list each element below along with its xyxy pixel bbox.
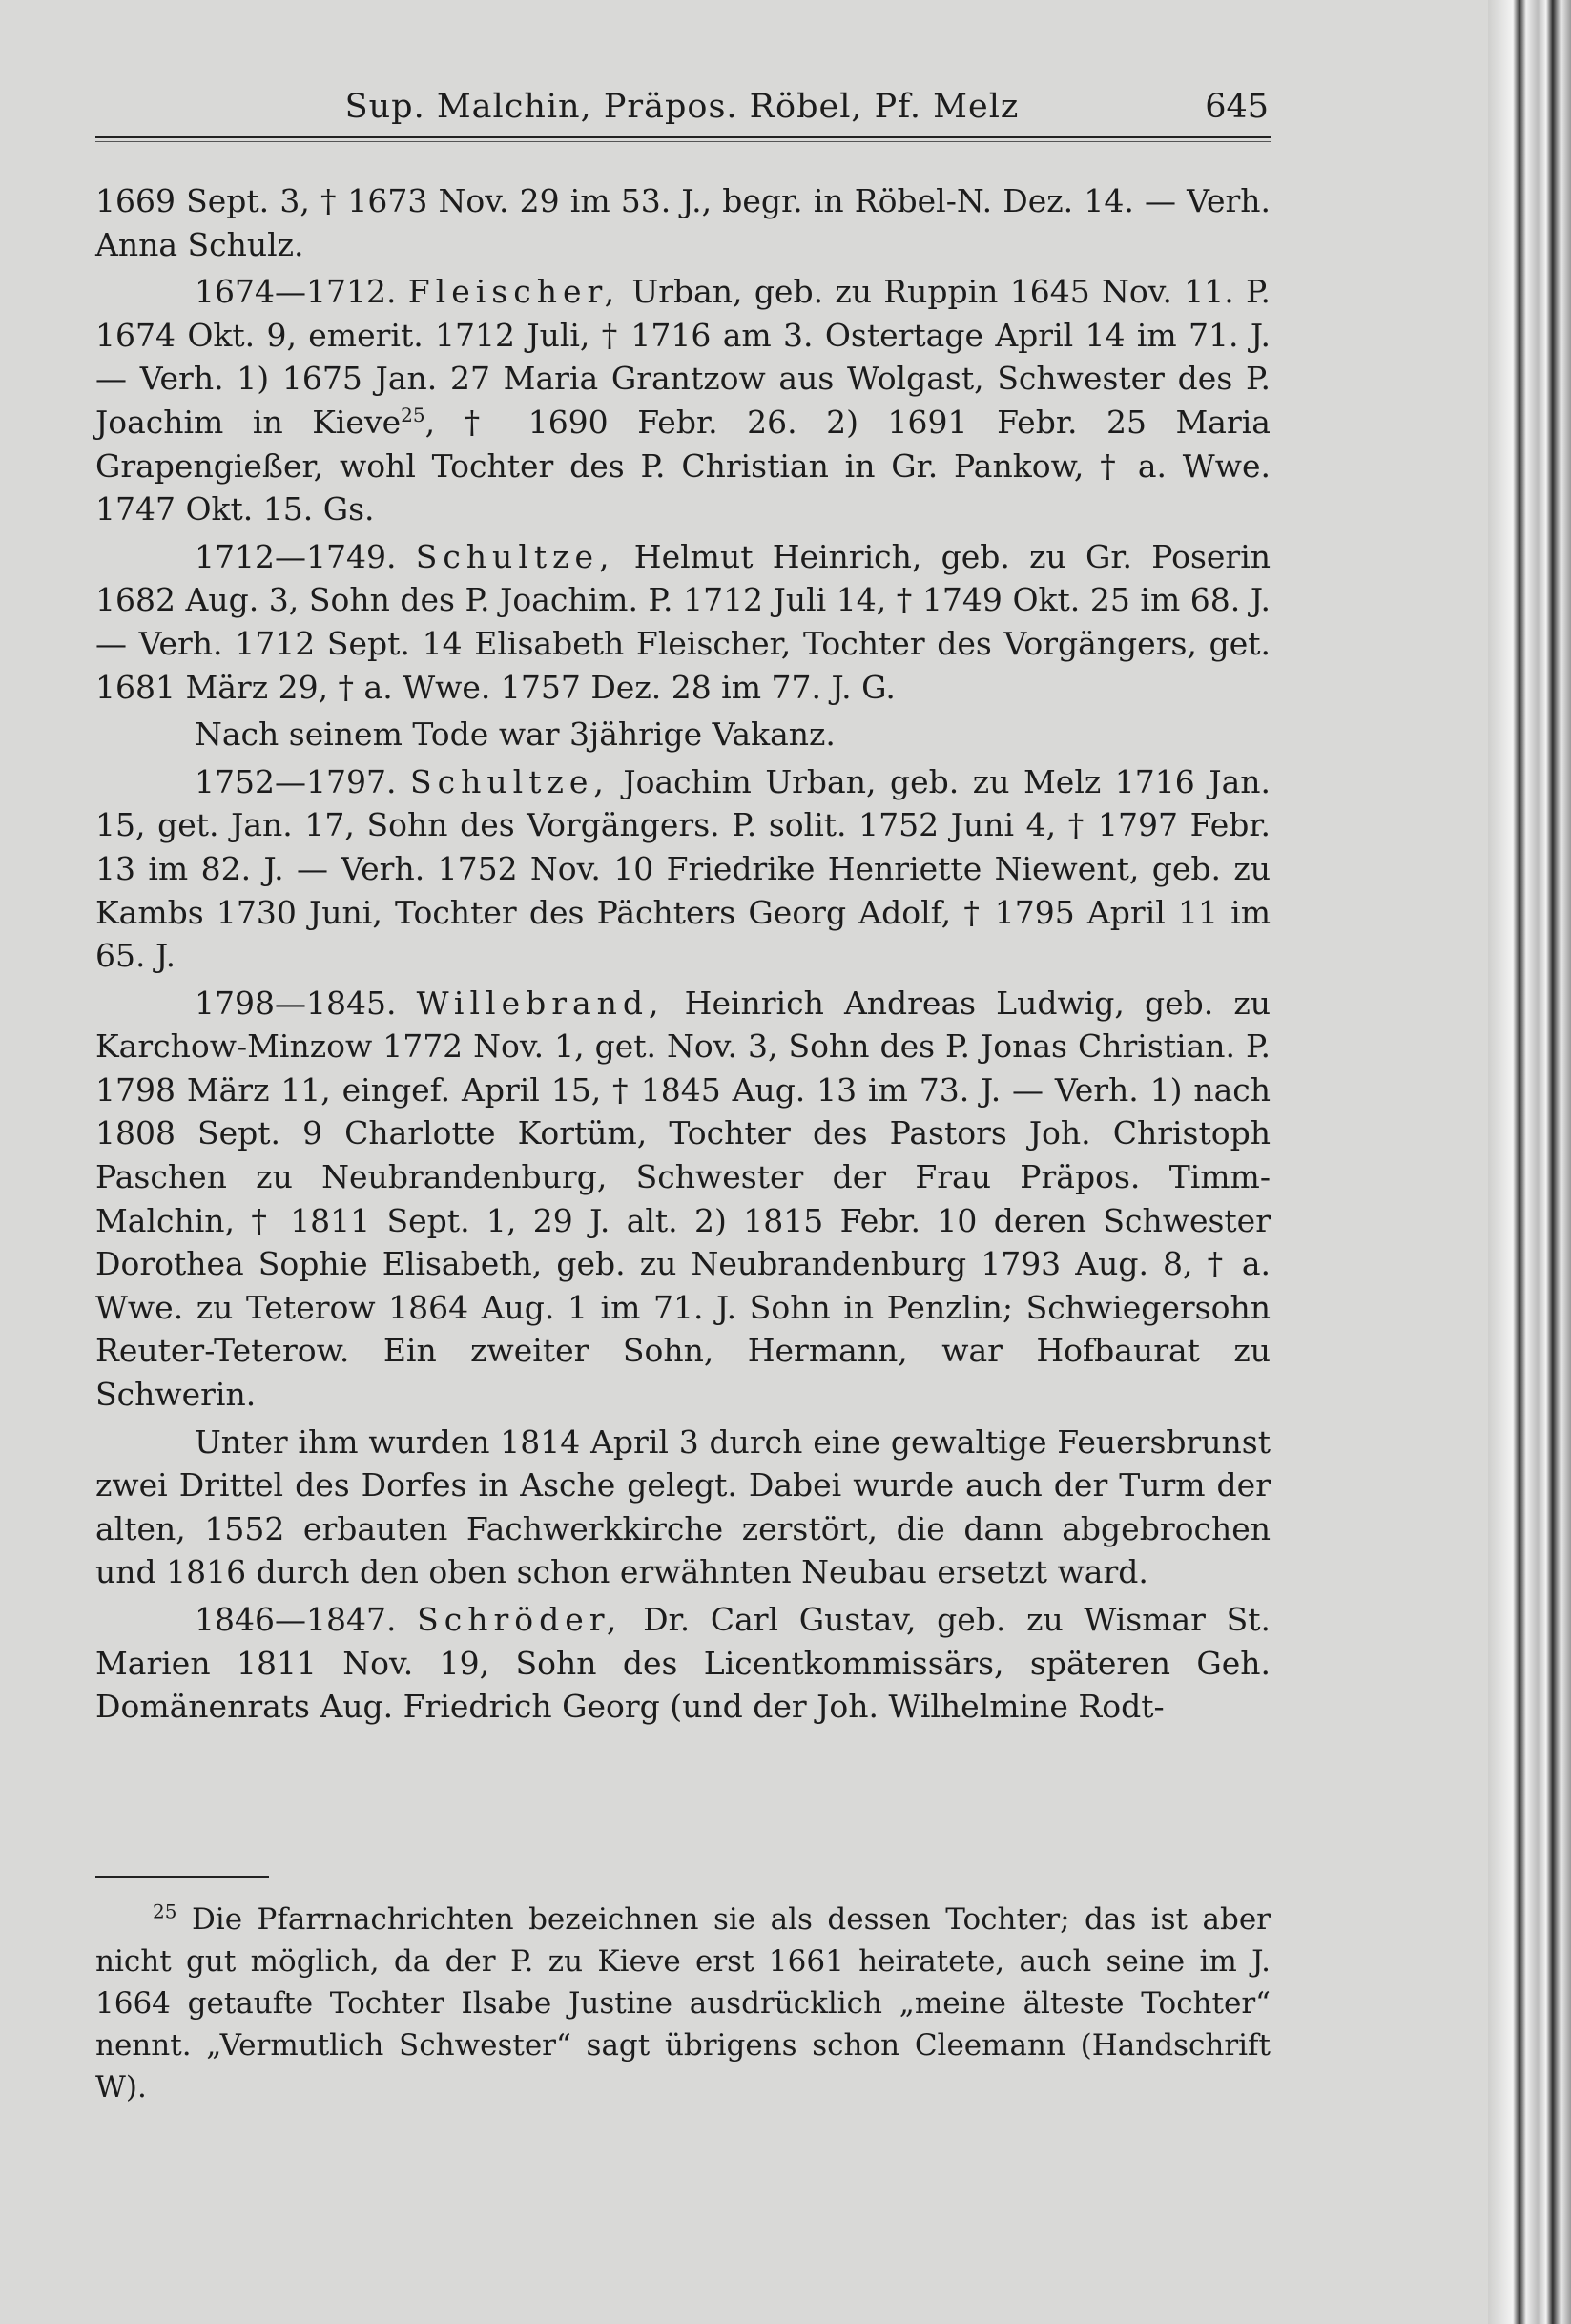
- header-rule: [95, 136, 1271, 142]
- footnote-marker: 25: [401, 403, 425, 426]
- entry-text: Joachim Urban, geb. zu Melz 1716 Jan. 15, get. Jan. 17, Sohn des Vorgängers. P. solit. 1752 Juni 4, † 1797 Febr. 13 im 82. J. — Verh. 1752 Nov. 10 Friedrike Henriette Niewent, geb. zu Kambs 1730 Juni, Tochter des Pächters Georg Adolf, † 1795 April 11 im 65. J.: [95, 762, 1271, 975]
- footnote-number: 25: [153, 1899, 177, 1923]
- fire-paragraph: Unter ihm wurden 1814 April 3 durch eine gewaltige Feuersbrunst zwei Drittel des Dorfes in Asche gelegt. Dabei wurde auch der Turm der alten, 1552 erbauten Fachwerkkirche zerstört, die dann abgebrochen und 1816 durch den oben schon erwähnten Neubau ersetzt ward.: [95, 1422, 1271, 1591]
- body-text: [95, 179, 1271, 1729]
- entry-schultze-joachim: [95, 760, 1271, 978]
- footnotes: [95, 1899, 1271, 2108]
- entry-fleischer: [95, 270, 1271, 531]
- entry-surname: Schultze,: [415, 537, 615, 575]
- entry-willebrand: [95, 982, 1271, 1417]
- entry-text-rest: , † 1690 Febr. 26. 2) 1691 Febr. 25 Maria Grapengießer, wohl Tochter des P. Christian in Gr. Pankow, † a. Wwe. 1747 Okt. 15. Gs.: [95, 403, 1271, 529]
- footnote-rule: [95, 1876, 269, 1878]
- entry-surname: Fleischer,: [407, 273, 621, 311]
- entry-years: 1712—1749.: [195, 537, 397, 575]
- page-number: 645: [1205, 88, 1269, 126]
- entry-years: 1674—1712.: [195, 273, 397, 311]
- entry-surname: Schultze,: [410, 762, 610, 800]
- entry-text: Dr. Carl Gustav, geb. zu Wismar St. Marien 1811 Nov. 19, Sohn des Licentkommissärs, späteren Geh. Domänenrats Aug. Friedrich Georg (und der Joh. Wilhelmine Rodt-: [95, 1601, 1271, 1726]
- vacancy-note: Nach seinem Tode war 3jährige Vakanz.: [195, 716, 836, 754]
- entry-text: Urban, geb. zu Ruppin 1645 Nov. 11. P. 1674 Okt. 9, emerit. 1712 Juli, † 1716 am 3. Ostertage April 14 im 71. J. — Verh. 1) 1675 Jan. 27 Maria Grantzow aus Wolgast, Schwester des P. Joachim in Kieve: [95, 273, 1271, 441]
- entry-text: Heinrich Andreas Ludwig, geb. zu Karchow-Minzow 1772 Nov. 1, get. Nov. 3, Sohn des P. Jonas Christian. P. 1798 März 11, eingef. April 15, † 1845 Aug. 13 im 73. J. — Verh. 1) nach 1808 Sept. 9 Charlotte Kortüm, Tochter des Pastors Joh. Christoph Paschen zu Neubrandenburg, Schwester der Frau Präpos. Timm-Malchin, † 1811 Sept. 1, 29 J. alt. 2) 1815 Febr. 10 deren Schwester Dorothea Sophie Elisabeth, geb. zu Neubrandenburg 1793 Aug. 8, † a. Wwe. zu Teterow 1864 Aug. 1 im 71. J. Sohn in Penzlin; Schwiegersohn Reuter-Teterow. Ein zweiter Sohn, Hermann, war Hofbaurat zu Schwerin.: [95, 984, 1271, 1414]
- entry-text: Helmut Heinrich, geb. zu Gr. Poserin 1682 Aug. 3, Sohn des P. Joachim. P. 1712 Juli 14, † 1749 Okt. 25 im 68. J. — Verh. 1712 Sept. 14 Elisabeth Fleischer, Tochter des Vorgängers, get. 1681 März 29, † a. Wwe. 1757 Dez. 28 im 77. J. G.: [95, 537, 1271, 706]
- entry-years: 1752—1797.: [195, 762, 397, 800]
- entry-years: 1798—1845.: [195, 984, 397, 1022]
- entry-schroeder: [95, 1598, 1271, 1729]
- book-edge: [1488, 0, 1571, 2324]
- footnote: [95, 1899, 1271, 2108]
- paragraph-continuation: 1669 Sept. 3, † 1673 Nov. 29 im 53. J., begr. in Röbel-N. Dez. 14. — Verh. Anna Schulz.: [95, 182, 1271, 263]
- entry-surname: Willebrand,: [416, 984, 665, 1022]
- entry-surname: Schröder,: [417, 1601, 623, 1638]
- entry-schultze-helmut: [95, 535, 1271, 709]
- footnote-text: Die Pfarrnachrichten bezeichnen sie als dessen Tochter; das ist aber nicht gut möglich, da der P. zu Kieve erst 1661 heiratete, auch seine im J. 1664 getaufte Tochter Ilsabe Justine ausdrücklich „meine älteste Tochter“ nennt. „Vermutlich Schwester“ sagt übrigens schon Cleemann (Handschrift W).: [95, 1902, 1271, 2105]
- running-title: Sup. Malchin, Präpos. Röbel, Pf. Melz: [344, 88, 1020, 126]
- entry-years: 1846—1847.: [195, 1601, 397, 1638]
- page-header: [95, 88, 1269, 130]
